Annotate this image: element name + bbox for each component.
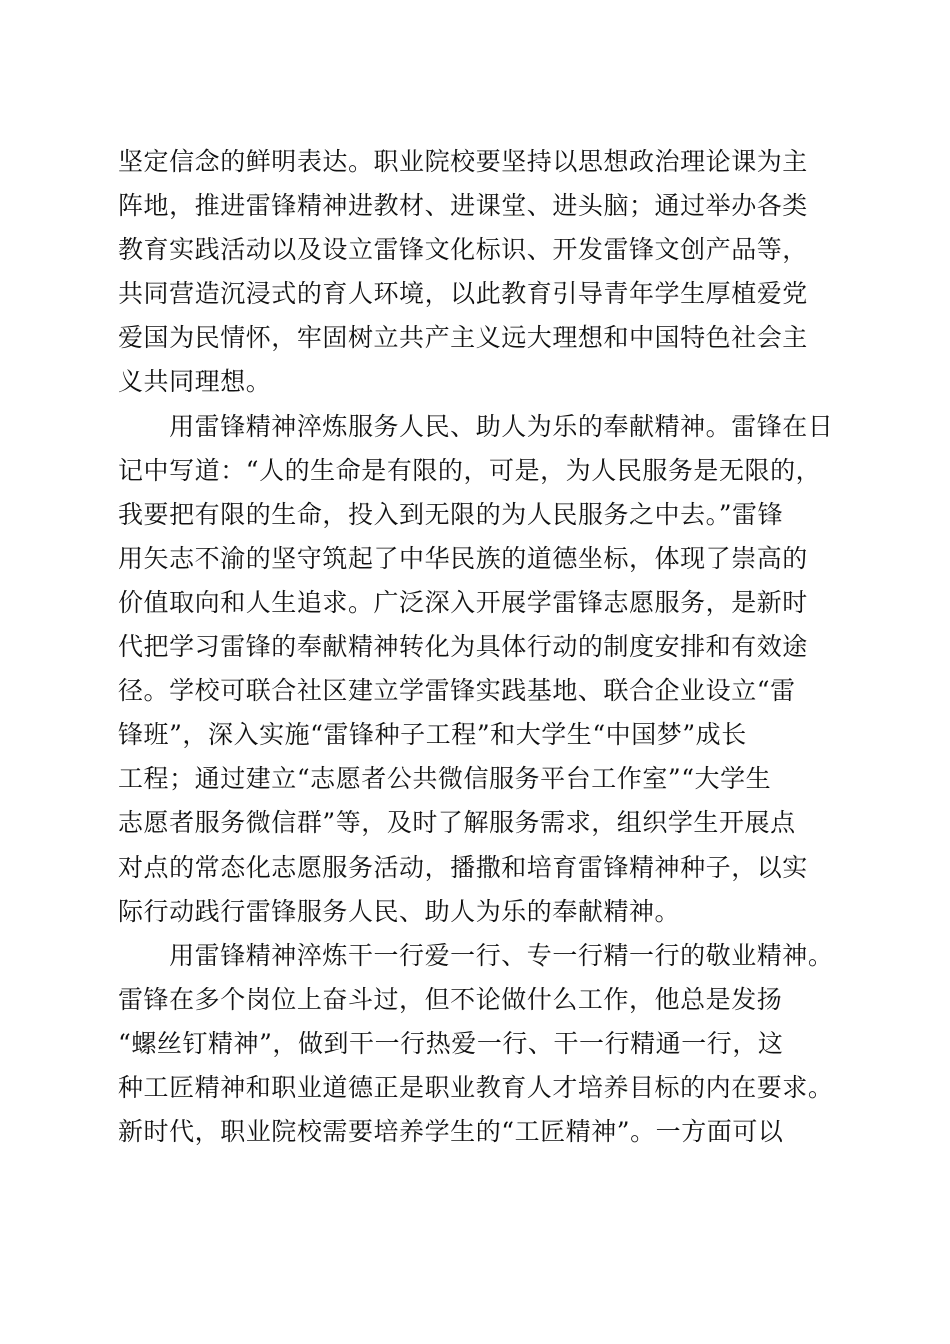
text-line: 用矢志不渝的坚守筑起了中华民族的道德坐标，体现了崇高的 (118, 543, 808, 573)
body-text (118, 140, 833, 1154)
text-line: 种工匠精神和职业道德正是职业教育人才培养目标的内在要求。 (118, 1072, 834, 1102)
text-line: 价值取向和人生追求。广泛深入开展学雷锋志愿服务，是新时 (118, 587, 808, 617)
text-line: 用雷锋精神淬炼服务人民、助人为乐的奉献精神。雷锋在日 (118, 411, 834, 441)
text-line: 用雷锋精神淬炼干一行爱一行、专一行精一行的敬业精神。 (118, 940, 834, 970)
text-line: 雷锋在多个岗位上奋斗过，但不论做什么工作，他总是发扬 (118, 984, 783, 1014)
text-line: 径。学校可联合社区建立学雷锋实践基地、联合企业设立“雷 (118, 676, 796, 706)
text-line: 志愿者服务微信群”等，及时了解服务需求，组织学生开展点 (118, 808, 796, 838)
text-line: 共同营造沉浸式的育人环境，以此教育引导青年学生厚植爱党 (118, 279, 808, 309)
text-line: 际行动践行雷锋服务人民、助人为乐的奉献精神。 (118, 896, 681, 926)
text-line: 新时代，职业院校需要培养学生的“工匠精神”。一方面可以 (118, 1117, 784, 1147)
text-line: 记中写道：“人的生命是有限的，可是，为人民服务是无限的， (118, 455, 822, 485)
text-line: 工程；通过建立“志愿者公共微信服务平台工作室”“大学生 (118, 764, 772, 794)
text-line: 对点的常态化志愿服务活动，播撒和培育雷锋精神种子，以实 (118, 852, 808, 882)
text-line: 我要把有限的生命，投入到无限的为人民服务之中去。”雷锋 (118, 499, 784, 529)
text-line: 坚定信念的鲜明表达。职业院校要坚持以思想政治理论课为主 (118, 147, 808, 176)
text-line: 教育实践活动以及设立雷锋文化标识、开发雷锋文创产品等， (118, 235, 808, 265)
text-line: 代把学习雷锋的奉献精神转化为具体行动的制度安排和有效途 (118, 632, 808, 662)
text-line: 义共同理想。 (118, 367, 272, 397)
text-line: 阵地，推进雷锋精神进教材、进课堂、进头脑；通过举办各类 (118, 191, 808, 221)
text-line: 爱国为民情怀，牢固树立共产主义远大理想和中国特色社会主 (118, 323, 808, 353)
text-line: 锋班”，深入实施“雷锋种子工程”和大学生“中国梦”成长 (118, 720, 747, 750)
text-line: “螺丝钉精神”，做到干一行热爱一行、干一行精通一行，这 (118, 1028, 784, 1058)
